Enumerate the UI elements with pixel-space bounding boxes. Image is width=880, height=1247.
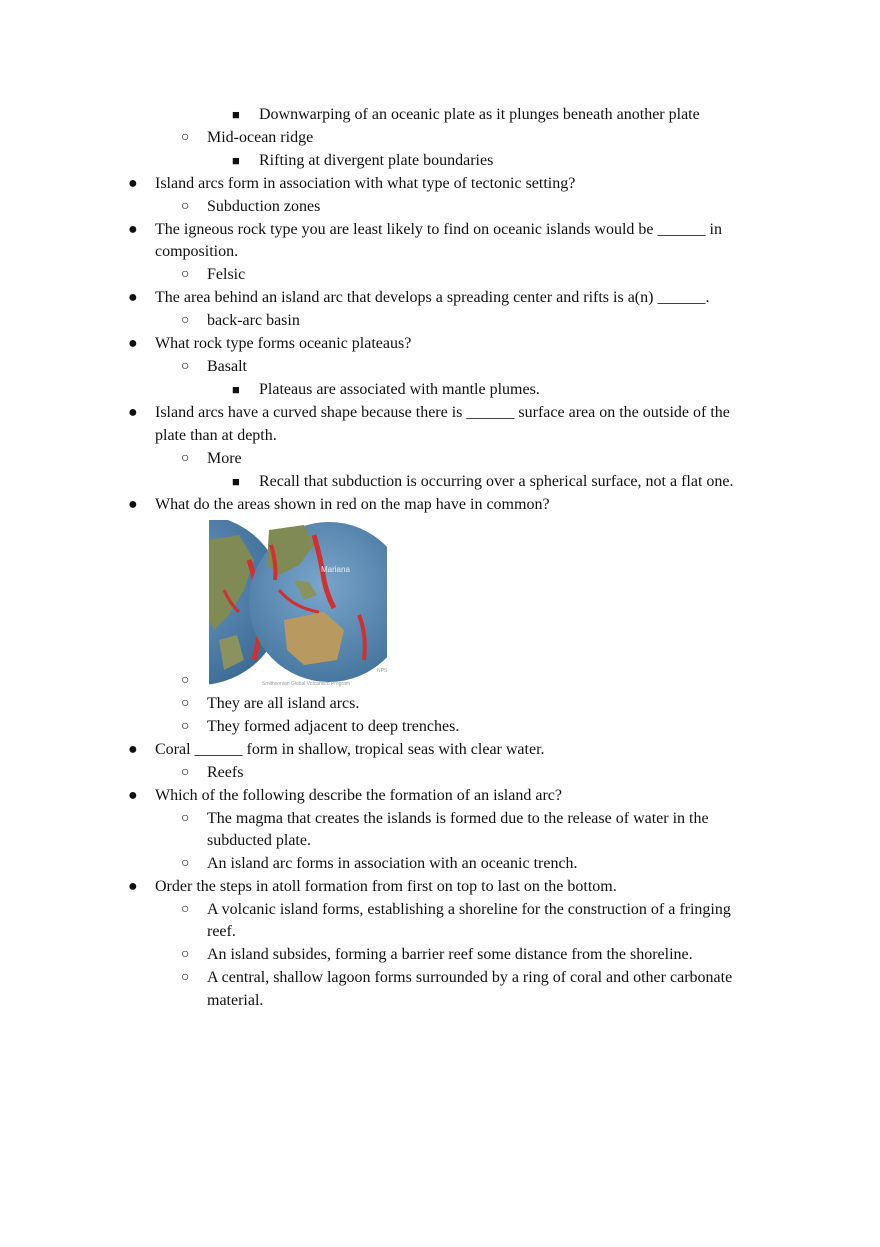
disc-bullet-icon: ●: [128, 496, 138, 513]
answer-item: Reefs: [207, 764, 244, 781]
square-bullet-icon: ■: [232, 474, 240, 489]
circle-bullet-icon: ○: [181, 765, 190, 780]
circle-bullet-icon: ○: [181, 673, 190, 688]
question-item: What rock type forms oceanic plateaus?: [155, 335, 412, 352]
answer-item: They are all island arcs.: [207, 695, 360, 712]
answer-note: Downwarping of an oceanic plate as it plunges beneath another plate: [259, 106, 700, 123]
disc-bullet-icon: ●: [128, 175, 138, 192]
disc-bullet-icon: ●: [128, 741, 138, 758]
circle-bullet-icon: ○: [181, 313, 190, 328]
globe-map-image: [209, 520, 387, 685]
circle-bullet-icon: ○: [181, 130, 190, 145]
disc-bullet-icon: ●: [128, 289, 138, 306]
circle-bullet-icon: ○: [181, 696, 190, 711]
circle-bullet-icon: ○: [181, 719, 190, 734]
map-label-mariana: Mariana: [321, 565, 350, 574]
answer-item-continued: subducted plate.: [207, 832, 311, 849]
question-item: Island arcs form in association with what type of tectonic setting?: [155, 175, 576, 192]
question-item: What do the areas shown in red on the map have in common?: [155, 496, 550, 513]
circle-bullet-icon: ○: [181, 947, 190, 962]
answer-item: A volcanic island forms, establishing a shoreline for the construction of a fringing: [207, 901, 731, 918]
square-bullet-icon: ■: [232, 153, 240, 168]
answer-item: back-arc basin: [207, 312, 300, 329]
square-bullet-icon: ■: [232, 382, 240, 397]
answer-item-continued: reef.: [207, 923, 236, 940]
globe-map-svg: [209, 520, 387, 685]
answer-note: Plateaus are associated with mantle plumes.: [259, 381, 540, 398]
question-item: The igneous rock type you are least likely to find on oceanic islands would be ______ in: [155, 221, 722, 238]
disc-bullet-icon: ●: [128, 787, 138, 804]
answer-item-continued: material.: [207, 992, 264, 1009]
circle-bullet-icon: ○: [181, 199, 190, 214]
question-item: The area behind an island arc that develops a spreading center and rifts is a(n) ______.: [155, 289, 710, 306]
circle-bullet-icon: ○: [181, 970, 190, 985]
question-item-continued: plate than at depth.: [155, 427, 277, 444]
answer-item: A central, shallow lagoon forms surrounded by a ring of coral and other carbonate: [207, 969, 733, 986]
circle-bullet-icon: ○: [181, 811, 190, 826]
question-item-continued: composition.: [155, 243, 239, 260]
answer-item: Mid-ocean ridge: [207, 129, 314, 146]
map-credit: NPS: [377, 668, 388, 674]
circle-bullet-icon: ○: [181, 451, 190, 466]
answer-item: More: [207, 450, 242, 467]
circle-bullet-icon: ○: [181, 902, 190, 917]
question-item: Coral ______ form in shallow, tropical seas with clear water.: [155, 741, 545, 758]
answer-note: Rifting at divergent plate boundaries: [259, 152, 494, 169]
disc-bullet-icon: ●: [128, 404, 138, 421]
question-item: Island arcs have a curved shape because there is ______ surface area on the outside of the: [155, 404, 730, 421]
circle-bullet-icon: ○: [181, 267, 190, 282]
answer-note: Recall that subduction is occurring over a spherical surface, not a flat one.: [259, 473, 734, 490]
answer-item: An island subsides, forming a barrier reef some distance from the shoreline.: [207, 946, 693, 963]
answer-item: Basalt: [207, 358, 247, 375]
answer-item: They formed adjacent to deep trenches.: [207, 718, 460, 735]
circle-bullet-icon: ○: [181, 856, 190, 871]
answer-item: An island arc forms in association with an oceanic trench.: [207, 855, 578, 872]
square-bullet-icon: ■: [232, 107, 240, 122]
circle-bullet-icon: ○: [181, 359, 190, 374]
map-caption: Smithsonian Global Volcanism Program: [262, 681, 351, 687]
answer-item: The magma that creates the islands is formed due to the release of water in the: [207, 810, 709, 827]
disc-bullet-icon: ●: [128, 221, 138, 238]
disc-bullet-icon: ●: [128, 878, 138, 895]
answer-item: Subduction zones: [207, 198, 321, 215]
question-item: Which of the following describe the formation of an island arc?: [155, 787, 562, 804]
answer-item: Felsic: [207, 266, 246, 283]
question-item: Order the steps in atoll formation from first on top to last on the bottom.: [155, 878, 617, 895]
disc-bullet-icon: ●: [128, 335, 138, 352]
